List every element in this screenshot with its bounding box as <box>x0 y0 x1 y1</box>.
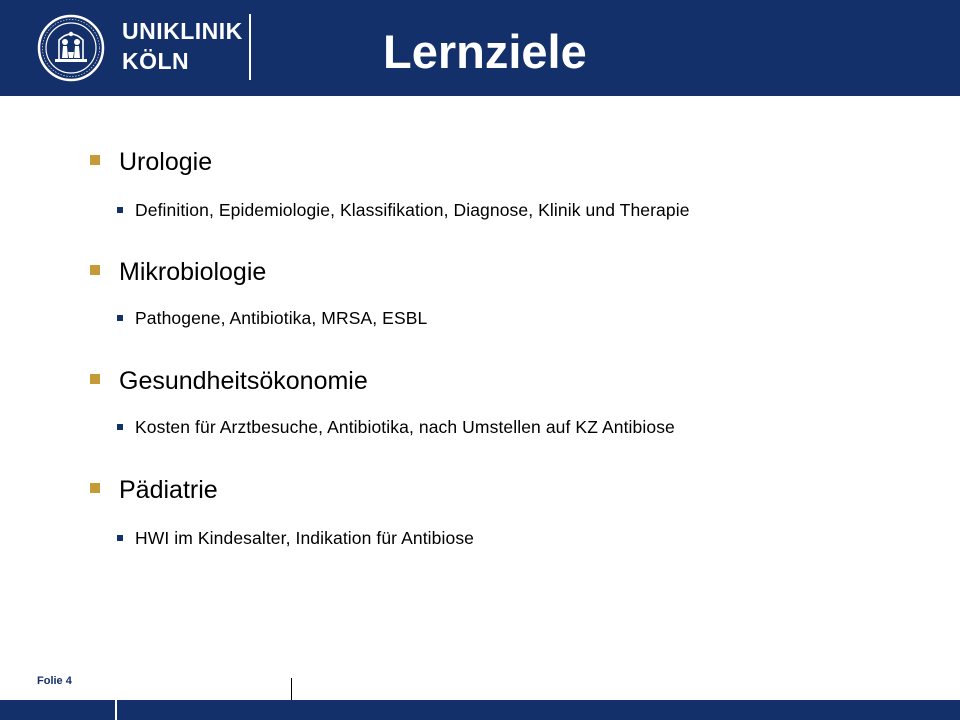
brand-divider <box>249 14 251 80</box>
brand-line-2: KÖLN <box>122 48 190 74</box>
brand-line-1: UNIKLINIK <box>122 18 243 44</box>
footer-bar <box>0 700 960 720</box>
bullet-square-icon <box>90 374 100 384</box>
footer-divider <box>291 678 292 700</box>
bullet-heading: Urologie <box>119 148 213 176</box>
bullet-detail: Kosten für Arztbesuche, Antibiotika, nach Umstellen auf KZ Antibiose <box>135 417 675 437</box>
bullet-detail: Definition, Epidemiologie, Klassifikation, Diagnose, Klinik und Therapie <box>135 200 690 220</box>
bullet-square-icon <box>90 155 100 165</box>
bullet-heading: Pädiatrie <box>119 476 218 504</box>
bullet-detail: HWI im Kindesalter, Indikation für Antibiose <box>135 528 475 548</box>
header-bar <box>0 0 960 96</box>
bullet-detail: Pathogene, Antibiotika, MRSA, ESBL <box>135 308 428 328</box>
brand-wordmark <box>122 16 243 76</box>
slide-number: Folie 4 <box>37 675 72 687</box>
footer-bar-divider <box>115 700 117 720</box>
sub-bullet-square-icon <box>117 535 123 541</box>
bullet-heading: Gesundheitsökonomie <box>119 367 368 395</box>
bullet-square-icon <box>90 483 100 493</box>
bullet-heading: Mikrobiologie <box>119 258 267 286</box>
slide-title: Lernziele <box>383 25 587 78</box>
bullet-square-icon <box>90 265 100 275</box>
sub-bullet-square-icon <box>117 207 123 213</box>
sub-bullet-square-icon <box>117 424 123 430</box>
sub-bullet-square-icon <box>117 315 123 321</box>
university-seal-icon <box>37 14 105 82</box>
